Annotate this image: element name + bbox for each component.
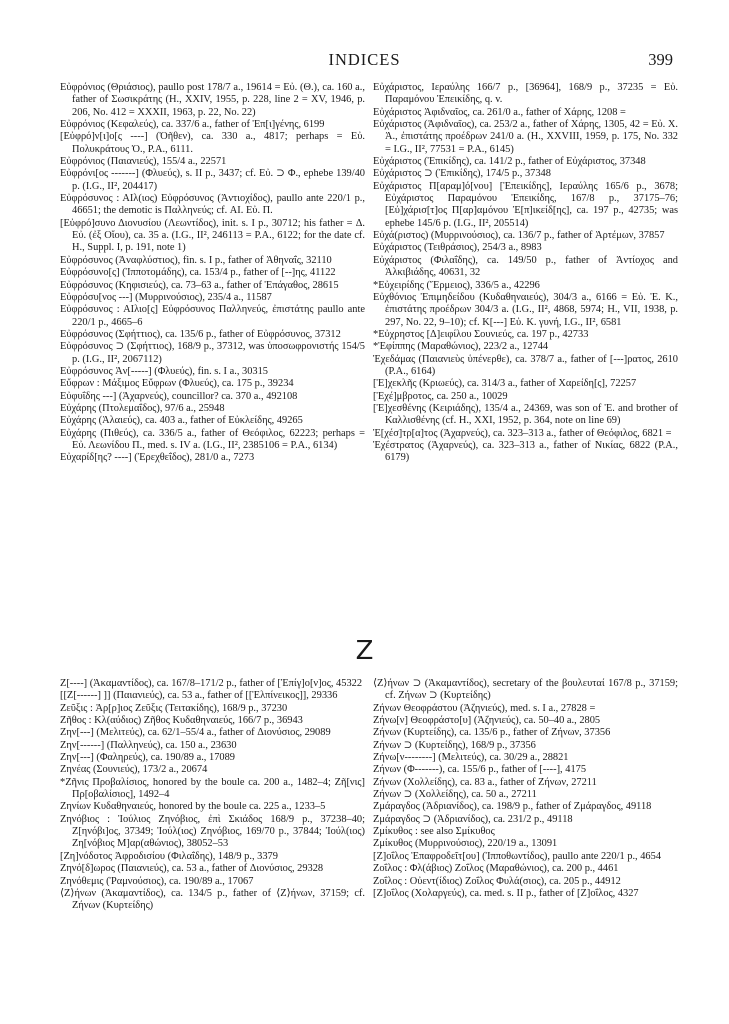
- index-entry: Εὐφρόσυνος : ΑΙλ(ιος) Εὐφρόσυνος (Ἀντιοχίδος), paullo ante 220/1 p., 46651; the demotic is Παλληνεύς; cf. ΑΙ. Εὐ. Π.: [60, 193, 365, 217]
- index-entry: Εὔφρων : Μάξιμος Εὔφρων (Φλυεύς), ca. 175 p., 39234: [60, 378, 294, 390]
- index-entry: Εὐφρόσυ[νος ---] (Μυρρινούσιος), 235/4 a., 11587: [60, 291, 272, 303]
- index-entry: Ζ[----] (Ἀκαμαντίδος), ca. 167/8–171/2 p., father of [Ἐπίγ]ο[ν]ος, 45322: [60, 678, 363, 689]
- index-entry: Εὐφρόσυνος (Ἀναφλύστιος), fin. s. I p., father of Ἀθηναΐς, 32110: [60, 254, 332, 266]
- index-entry: Εὐφρόνι[ος -------] (Φλυεύς), s. II p., 3437; cf. Εὐ. ⊃ Φ., ephebe 139/40 p. (I.G., II², 204417): [60, 168, 365, 192]
- index-entry: [Ζ]οΐλος (Χολαργεύς), ca. med. s. II p., father of [Ζ]οΐλος, 4327: [373, 887, 639, 899]
- index-entry: Εὐφρόνιος (Κεφαλεύς), ca. 337/6 a., father of Ἐπ[ι]γένης, 6199: [60, 119, 325, 131]
- index-entry: [Ζη]νόδοτος Ἀφροδισίου (Φιλαΐδης), 148/9 p., 3379: [60, 850, 278, 862]
- index-entry: Ζηνόθεμις (Ῥαμνούσιος), ca. 190/89 a., 17067: [60, 875, 254, 887]
- index-entry: Ζηνόβιος : Ἰούλιος Ζηνόβιος, ἐπὶ Σκιάδος 168/9 p., 37238–40; Ζ[ηνόβι]ος, 37349; Ἰούλ(ιος) Ζηνόβιος, 169/70 p., 37844; Ἰούλ(ιος) Ζη[νόβιος Μ]αρ(αθώνιος), 38052–53: [60, 813, 365, 850]
- index-entry: Ζμίκυθος : see also Σμίκυθος: [373, 826, 495, 838]
- index-entry: Ζήνων ⊃ (Χολλείδης), ca. 50 a., 27211: [373, 789, 537, 801]
- index-column-bottom-left: [60, 678, 365, 913]
- index-entry: *Εὐχειρίδης (Ἕρμειος), 336/5 a., 42296: [373, 279, 540, 291]
- index-entry: [Ἐ]χεσθένης (Κειριάδης), 135/4 a., 24369, was son of Ἐ. and brother of Καλλισθένης (cf. H., XXI, 1952, p. 364, note on line 69): [373, 402, 678, 427]
- index-entry: Εὐφρόνιος (Παιανιεύς), 155/4 a., 22571: [60, 156, 227, 168]
- index-column-top-left: [60, 82, 365, 465]
- page-header: [0, 50, 729, 72]
- index-entry: Εὐχθόνιος Ἐπιμηδείδου (Κυδαθηναιεύς), 304/3 a., 6166 = Εὐ. Ἐ. Κ., ἐπιστάτης προέδρων 304/3 a. (I.G., II², 4868, 5974; H., VII, 1938, p. 297, No. 22, 9–10); cf. Κ[---] Εὐ. Κ. γυνή, I.G., II², 6581: [373, 291, 678, 328]
- index-entry: *Εὐχρηστος [Δ]ειφίλου Σουνιεύς, ca. 197 p., 42733: [373, 328, 589, 340]
- index-entry: Εὐφρόσυνος Ἀν[-----] (Φλυεύς), fin. s. I a., 30315: [60, 365, 268, 377]
- index-entry: Ζην[------] (Παλληνεύς), ca. 150 a., 23630: [60, 739, 237, 751]
- index-entry: Ζήνω[ν] Θεοφράστο[υ] (Ἀζηνιεύς), ca. 50–40 a., 2805: [373, 715, 601, 727]
- running-title: INDICES: [328, 50, 401, 69]
- index-entry: Εὐχάριστος (Ἐπικίδης), ca. 141/2 p., father of Εὐχάριστος, 37348: [373, 156, 646, 168]
- index-entry: Εὐχάρης (Πιθεύς), ca. 336/5 a., father of Θεόφιλος, 62223; perhaps = Εὐ. Λεωνίδου Π., med. s. IV a. (I.G., II², 2385106 = P.A., 6134): [60, 427, 365, 451]
- index-entry: Ζηνό[δ]ωρος (Παιανιεύς), ca. 53 a., father of Διονύσιος, 29328: [60, 863, 324, 875]
- index-entry: Εὐχάρης (Ἀλαιεύς), ca. 403 a., father of Εὐκλείδης, 49265: [60, 415, 303, 427]
- index-entry: ⟨Ζ⟩ήνων ⊃ (Ἀκαμαντίδος), secretary of the βουλευταί 167/8 p., 37159; cf. Ζήνων ⊃ (Κυρτείδης): [373, 678, 678, 702]
- index-entry: Ζήνων ⊃ (Κυρτείδης), 168/9 p., 37356: [373, 739, 536, 751]
- index-entry: Ζμίκυθος (Μυρρινούσιος), 220/19 a., 13091: [373, 838, 558, 850]
- index-entry: Εὐφρόσυνο[ς] (Ἱπποτομάδης), ca. 153/4 p., father of [--]ης, 41122: [60, 267, 336, 279]
- index-entry: Ζην[---] (Φαληρεύς), ca. 190/89 a., 17089: [60, 752, 235, 764]
- index-entry: Ζμάραγδος ⊃ (Ἀδριανίδος), ca. 231/2 p., 49118: [373, 813, 573, 825]
- index-entry: Ζήνων (Κυρτείδης), ca. 135/6 p., father of Ζήνων, 37356: [373, 727, 611, 739]
- index-entry: *Ζῆνις Προβαλίσιος, honored by the boule ca. 200 a., 1482–4; Ζῆ[νις] Πρ[οβαλίσιος], 1492–4: [60, 776, 365, 801]
- index-entry: Ζοΐλος : Φλ(άβιος) Ζοΐλος (Μαραθώνιος), ca. 200 p., 4461: [373, 863, 619, 875]
- index-entry: Εὐχάριστος ⊃ (Ἐπικίδης), 174/5 p., 37348: [373, 168, 551, 180]
- index-entry: ⟨Ζ⟩ήνων (Ἀκαμαντίδος), ca. 134/5 p., father of ⟨Ζ⟩ήνων, 37159; cf. Ζήνων (Κυρτείδης): [60, 887, 365, 912]
- index-entry: Ζήνω[ν--------] (Μελιτεύς), ca. 30/29 a., 28821: [373, 752, 569, 764]
- index-entry: Εὐχαρίδ[ης? ----] (Ἐρεχθεΐδος), 281/0 a., 7273: [60, 452, 255, 464]
- index-entry: Ζήνων (Χολλείδης), ca. 83 a., father of Ζήνων, 27211: [373, 776, 597, 788]
- index-entry: Εὐχάριστος (Φιλαΐδης), ca. 149/50 p., father of Ἀντίοχος and Ἀλκιβιάδης, 40631, 32: [373, 254, 678, 279]
- index-entry: Εὐχάριστος (Ἀφιδναῖος), ca. 253/2 a., father of Χάρης, 1305, 42 = Εὐ. Χ. Ἀ., ἐπιστάτης προέδρων 241/0 a. (H., XXVIII, 1959, p. 175, No. 332 = I.G., II², 77531 = P.A., 6145): [373, 119, 678, 155]
- index-entry: Ἐχεδάμας (Παιανιεὺς ὑπένερθε), ca. 378/7 a., father of [---]ρατος, 2610 (P.A., 6164): [373, 353, 678, 377]
- index-column-top-right: [373, 82, 678, 465]
- index-entry: Ζοΐλος : Οὐεντ(ίδιος) Ζοΐλος Φυλά(σιος), ca. 205 p., 44912: [373, 875, 621, 887]
- index-entry: Ἐ[χέσ]τρ[α]τος (Ἀχαρνεύς), ca. 323–313 a., father of Θεόφιλος, 6821 =: [373, 427, 672, 439]
- index-entry: Εὐχάριστος (Τειθράσιος), 254/3 a., 8983: [373, 242, 542, 254]
- index-entry: Εὐχάριστος Ἀφιδναῖος, ca. 261/0 a., father of Χάρης, 1208 =: [373, 106, 626, 118]
- index-entry: Ζηνέας (Σουνιεύς), 173/2 a., 20674: [60, 764, 208, 776]
- index-entry: [Ἐ]χεκλῆς (Κριωεύς), ca. 314/3 a., father of Χαρείδη[ς], 72257: [373, 378, 637, 390]
- index-entry: Εὐφρόσυνος : ΑΙλιο[ς] Εὐφρόσυνος Παλληνεύς, ἐπιστάτης paullo ante 220/1 p., 4665–6: [60, 304, 365, 328]
- index-entry: Εὐφρόσυνος (Κηφισιεύς), ca. 73–63 a., father of Ἐπάγαθος, 28615: [60, 279, 339, 291]
- index-entry: [Εὐφρό]ν[ι]ο[ς ----] (Ὀῆθεν), ca. 330 a., 4817; perhaps = Εὐ. Πολυκράτους Ὀ., P.A., 6111.: [60, 131, 365, 155]
- index-entry: Ζῆθος : Κλ(αύδιος) Ζῆθος Κυδαθηναιεύς, 166/7 p., 36943: [60, 715, 303, 727]
- index-entry: *Ἐφίππης (Μαραθώνιος), 223/2 a., 12744: [373, 341, 549, 353]
- index-entry: Ἐχέστρατος (Ἀχαρνεύς), ca. 323–313 a., father of Νικίας, 6822 (P.A., 6179): [373, 439, 678, 464]
- index-entry: Ζήνων Θεοφράστου (Ἀζηνιεύς), med. s. I a., 27828 =: [373, 702, 596, 714]
- index-entry: [[Ζ[------] ]] (Παιανιεύς), ca. 53 a., father of [[Ἐλπίνεικος]], 29336: [60, 690, 338, 702]
- index-entry: Εὐφρόσυνος (Σφήττιος), ca. 135/6 p., father of Εὐφρόσυνος, 37312: [60, 328, 341, 340]
- index-entry: Ζηνίων Κυδαθηναιεύς, honored by the boule ca. 225 a., 1233–5: [60, 801, 326, 813]
- index-entry: Ζήνων (Φ-------), ca. 155/6 p., father of [----], 4175: [373, 764, 587, 776]
- section-letter-heading: Z: [355, 636, 374, 666]
- index-entry: Εὐχάρης (Πτολεμαΐδος), 97/6 a., 25948: [60, 402, 225, 414]
- index-entry: [Εὐφρό]συνο Διονυσίου (Λεωντίδος), init. s. I p., 30712; his father = Δ. Εὐ. (ἐξ Οἴου), ca. 35 a. (I.G., II², 246113 = P.A., 6122; for the date cf. H., Suppl. I, p. 191, note 1): [60, 217, 365, 254]
- index-entry: Ζμάραγδος (Ἀδριανίδος), ca. 198/9 p., father of Ζμάραγδος, 49118: [373, 801, 652, 813]
- index-entry: Εὐφρόνιος (Θριάσιος), paullo post 178/7 a., 19614 = Εὐ. (Θ.), ca. 160 a., father of Σωσικράτης (H., XXIV, 1955, p. 228, line 2 = XV, 1946, p. 206, No. 412 = XXXII, 1963, p. 22, No. 22): [60, 82, 365, 118]
- index-entry: Εὐχάριστος, Ιεραύλης 166/7 p., [36964], 168/9 p., 37235 = Εὐ. Παραμόνου Ἐπεικίδης, q. v.: [373, 82, 678, 106]
- index-entry: Εὐχά(ριστος) (Μυρρινούσιος), ca. 136/7 p., father of Ἀρτέμων, 37857: [373, 230, 665, 242]
- index-entry: [Ζ]οΐλος Ἐπαφροδεῖτ[ου] (Ἱπποθωντίδος), paullo ante 220/1 p., 4654: [373, 850, 662, 862]
- page-number: 399: [648, 50, 673, 69]
- index-entry: Εὐφυΐδης ---] (Ἀχαρνεύς), councillor? ca. 370 a., 492108: [60, 390, 298, 402]
- index-entry: Εὐφρόσυνος ⊃ (Σφήττιος), 168/9 p., 37312, was ὑποσωφρονιστής 154/5 p. (I.G., II², 2067112): [60, 341, 365, 365]
- index-entry: Ζην[---] (Μελιτεύς), ca. 62/1–55/4 a., father of Διονύσιος, 29089: [60, 727, 331, 739]
- index-entry: Εὐχάριστος Π[αραμ]ό[νου] [Ἐπεικίδης], Ιεραύλης 165/6 p., 3678; Εὐχάριστος Παραμόνου Ἐπεικίδης, 167/8 p., 37175–76; [Εὐ]χάρισ[τ]ος Π[αρ]αμόνου Ἐ[π]ικείδ[ης], ca. 197 p., 42735; was ephebe 145/6 p. (I.G., II², 205514): [373, 180, 678, 229]
- index-entry: Ζεῦξις : Ἀρ[ρ]ιος Ζεῦξις (Τειτακίδης), 168/9 p., 37230: [60, 702, 288, 714]
- index-column-bottom-right: [373, 678, 678, 900]
- index-entry: [Ἐχέ]μβροτος, ca. 250 a., 10029: [373, 390, 508, 402]
